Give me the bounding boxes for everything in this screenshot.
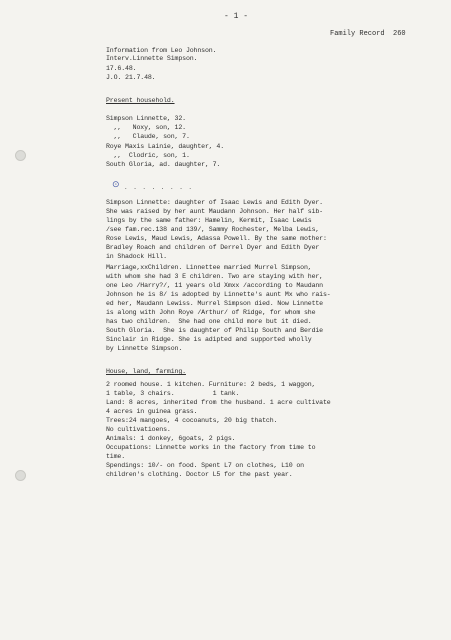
body-line: Simpson Linnette: daughter of Isaac Lewis and Edith Dyer. <box>106 199 323 206</box>
household-line: ,, Noxy, son, 12. <box>106 124 186 131</box>
house-line: children's clothing. Doctor L5 for the past year. <box>106 471 293 478</box>
house-line: 4 acres in guinea grass. <box>106 408 198 415</box>
house-line: Spendings: 10/- on food. Spent L7 on clothes, L10 on <box>106 462 304 469</box>
header-line: Interv.Linnette Simpson. <box>106 55 198 62</box>
house-line: time. <box>106 453 126 460</box>
body-line: with whom she had 3 E children. Two are staying with her, <box>106 273 323 280</box>
household-heading: Present household. <box>106 97 175 104</box>
body-line: /see fam.rec.138 and 139/, Sammy Rochester, Melba Lewis, <box>106 226 320 233</box>
household-line: Roye Maxis Lainie, daughter, 4. <box>106 143 225 150</box>
household-line: South Gloria, ad. daughter, 7. <box>106 161 221 168</box>
body-line: is along with John Roye /Arthur/ of Ridge, for whom she <box>106 309 316 316</box>
punch-hole <box>15 470 26 481</box>
body-line: one Leo /Harry?/, 11 years old Xmxx /according to Maudann <box>106 282 323 289</box>
body-line: South Gloria. She is daughter of Philip South and Berdie <box>106 327 323 334</box>
body-line: Marriage,xxChildren. Linnettee married Murrel Simpson, <box>106 264 312 271</box>
body-line: Sinclair in Ridge. She is adipted and supported wholly <box>106 336 312 343</box>
house-heading: House, land, farming. <box>106 368 186 375</box>
household-line: Simpson Linnette, 32. <box>106 115 186 122</box>
body-line: Johnson he is 8/ is adopted by Linnette's aunt Mx who rais- <box>106 291 331 298</box>
header-line: 17.6.48. <box>106 65 137 72</box>
body-line: Rose Lewis, Maud Lewis, Adassa Powell. By the same mother: <box>106 235 327 242</box>
body-line: She was raised by her aunt Maudann Johnson. Her half sib- <box>106 208 323 215</box>
household-line: ,, Clodric, son, 1. <box>106 152 190 159</box>
house-line: Animals: 1 donkey, 6goats, 2 pigs. <box>106 435 236 442</box>
dotted-separator: . . . . . . . . <box>124 184 194 191</box>
header-line: J.O. 21.7.48. <box>106 74 156 81</box>
body-line: Bradley Roach and children of Derrel Dyer and Edith Dyer <box>106 244 320 251</box>
body-line: ed her, Maudann Lewiss. Murrel Simpson died. Now Linnette <box>106 300 323 307</box>
house-line: Land: 8 acres, inherited from the husband. 1 acre cultivate <box>106 399 331 406</box>
punch-hole <box>15 150 26 161</box>
body-line: in Shadock Hill. <box>106 253 167 260</box>
house-line: Occupations: Linnette works in the factory from time to <box>106 444 316 451</box>
body-line: lings by the same father: Hamelin, Kermit, Isaac Lewis <box>106 217 312 224</box>
header-line: Information from Leo Johnson. <box>106 47 217 54</box>
household-line: ,, Claude, son, 7. <box>106 133 190 140</box>
record-label: Family Record 260 <box>330 30 406 38</box>
house-line: No cultivatioens. <box>106 426 171 433</box>
handwritten-mark: ⊙ <box>112 180 120 190</box>
house-line: 1 table, 3 chairs. 1 tank. <box>106 390 240 397</box>
house-line: 2 roomed house. 1 kitchen. Furniture: 2 beds, 1 waggon, <box>106 381 316 388</box>
house-line: Trees:24 mangoes, 4 cocoanuts, 20 big thatch. <box>106 417 278 424</box>
body-line: by Linnette Simpson. <box>106 345 183 352</box>
page-number: - 1 - <box>224 12 249 21</box>
body-line: has two children. She had one child more but it died. <box>106 318 312 325</box>
